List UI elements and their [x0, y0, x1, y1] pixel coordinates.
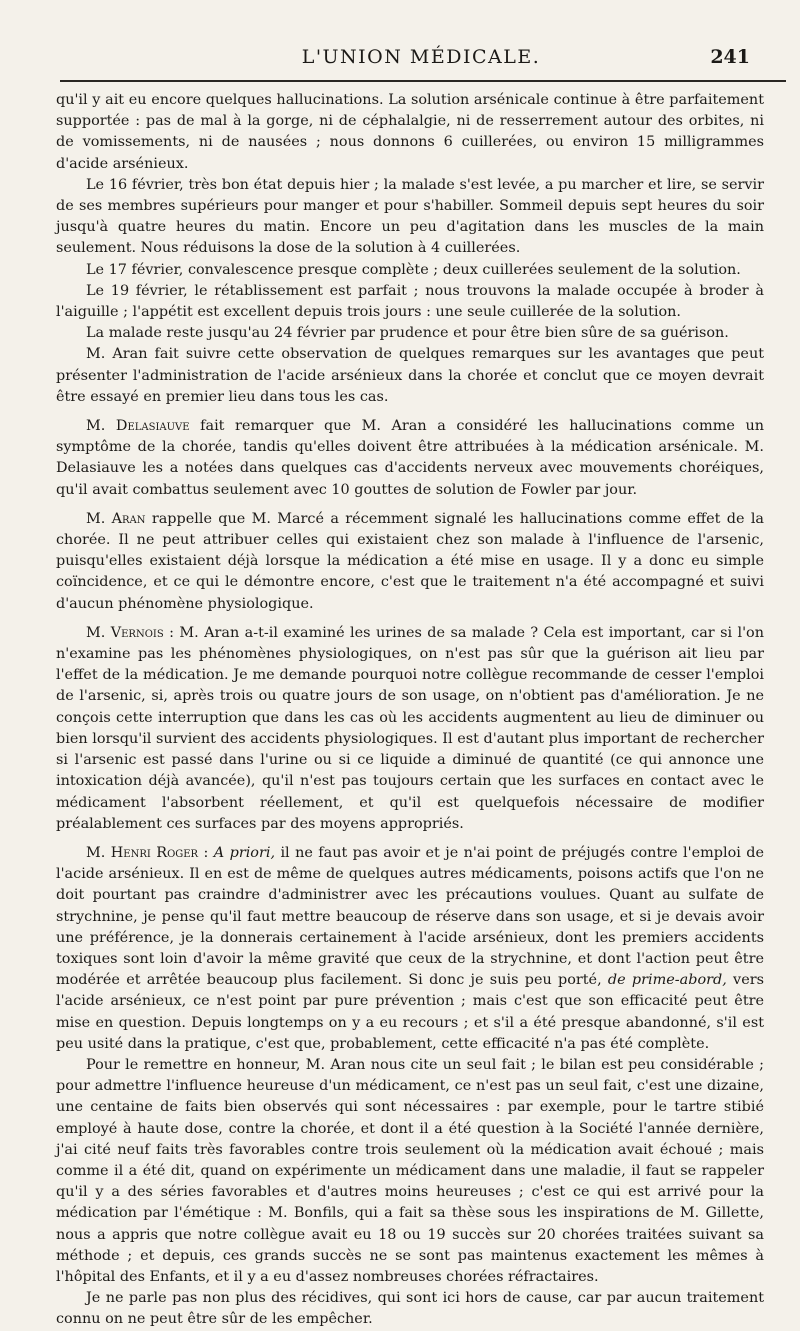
- paragraph-text: rappelle que M. Marcé a récemment signalé les hallucinations comme effet de la chorée. Il ne peut attribuer celles qui existaient chez son malade à l'influence de l'arsenic, puisqu'elles existaient déjà lorsque la médication a été mise en usage. Il y a donc eu simple coïncidence, et ce qui le démontre encore, c'est que le traitement n'a été accompagné et suivi d'aucun phénomène physiologique.: [56, 510, 764, 612]
- paragraph-text: : M. Aran a-t-il examiné les urines de sa malade ? Cela est important, car si l'on n'examine pas les phénomènes physiologiques, on n'est pas sûr que la guérison ait lieu par l'effet de la médication. Je me demande pourquoi notre collègue recommande de cesser l'emploi de l'arsenic, si, après trois ou quatre jours de son usage, on n'obtient pas d'amélioration. Je ne conçois cette interruption que dans les cas où les accidents augmentent au lieu de diminuer ou bien lorsqu'il survient des accidents physiologiques. Il est d'autant plus important de rechercher si l'arsenic est passé dans l'urine ou si ce liquide a diminué de quantité (ce qui annonce une intoxication déjà avancée), qu'il n'est pas toujours certain que les surfaces en contact avec le médicament l'absorbent réellement, et qu'il est quelquefois nécessaire de modifier préalablement ces surfaces par des moyens appropriés.: [56, 624, 764, 832]
- paragraph: Je ne parle pas non plus des récidives, qui sont ici hors de cause, car par aucun traitement connu on ne peut être sûr de les empêcher.: [56, 1290, 764, 1328]
- paragraph: [56, 623, 764, 835]
- paragraph: [56, 509, 764, 615]
- paragraph: Le 19 février, le rétablissement est parfait ; nous trouvons la malade occupée à broder à l'aiguille ; l'appétit est excellent depuis trois jours : une seule cuillerée de la solution.: [56, 282, 764, 321]
- page-number: 241: [710, 46, 750, 68]
- paragraph: La malade reste jusqu'au 24 février par prudence et pour être bien sûre de sa guérison.: [86, 325, 729, 342]
- journal-title: L'UNION MÉDICALE.: [301, 46, 541, 68]
- speaker-name: M. Henri Roger: [86, 844, 199, 861]
- paragraph: M. Aran fait suivre cette observation de quelques remarques sur les avantages que peut présenter l'administration de l'acide arsénieux dans la chorée et conclut que ce moyen devrait être essayé en premier lieu dans tous les cas.: [56, 346, 764, 405]
- speaker-name: M. Delasiauve: [86, 418, 190, 435]
- article-body: [56, 90, 764, 1331]
- paragraph: [56, 843, 764, 1055]
- paragraph-text: vers l'acide arsénieux, ce n'est point par pure prévention ; mais c'est que son efficacité peut être mise en question. Depuis longtemps on y a eu recours ; et s'il a été presque abandonné, s'il est peu usité dans la pratique, c'est que, probablement, cette efficacité n'a pas été complète.: [56, 972, 764, 1052]
- running-header: [80, 0, 762, 70]
- header-rule: [60, 80, 786, 82]
- paragraph: Le 17 février, convalescence presque complète ; deux cuillerées seulement de la solution.: [86, 261, 741, 278]
- paragraph: Pour le remettre en honneur, M. Aran nous cite un seul fait ; le bilan est peu considérable ; pour admettre l'influence heureuse d'un médicament, ce n'est pas un seul fait, c'est une dizaine, une centaine de faits bien observés qui sont nécessaires : par exemple, pour le tartre stibié employé à haute dose, contre la chorée, et dont il a été question à la Société l'année dernière, j'ai cité neuf faits très favorables contre trois seulement où la médication avait échoué ; mais comme il a été dit, quand on expérimente un médicament dans une maladie, il faut se rappeler qu'il y a des séries favorables et d'autres moins heureuses ; c'est ce qui est arrivé pour la médication par l'émétique : M. Bonfils, qui a fait sa thèse sous les inspirations de M. Gillette, nous a appris que notre collègue avait eu 18 ou 19 succès sur 20 chorées traitées suivant sa méthode ; et depuis, ces grands succès ne se sont pas maintenus exactement les mêmes à l'hôpital des Enfants, et il y a eu d'assez nombreuses chorées réfractaires.: [56, 1056, 764, 1285]
- paragraph: Le 16 février, très bon état depuis hier ; la malade s'est levée, a pu marcher et lire, se servir de ses membres supérieurs pour manger et pour s'habiller. Sommeil depuis sept heures du soir jusqu'à quatre heures du matin. Encore un peu d'agitation dans les muscles de la main seulement. Nous réduisons la dose de la solution à 4 cuillerées.: [56, 176, 764, 257]
- paragraph-text: il ne faut pas avoir et je n'ai point de préjugés contre l'emploi de l'acide arsénieux. Il en est de même de quelques autres médicaments, poisons actifs que l'on ne doit pourtant pas craindre d'administrer avec les précautions voulues. Quant au sulfate de strychnine, je pense qu'il faut mettre beaucoup de réserve dans son usage, et si je devais avoir une préférence, je la donnerais certainement à l'acide arsénieux, dont les premiers accidents toxiques sont loin d'avoir la même gravité que ceux de la strychnine, et dont l'action peut être modérée et arrêtée beaucoup plus facilement. Si donc je suis peu porté,: [56, 844, 765, 989]
- italic-phrase: A priori,: [213, 844, 276, 861]
- paragraph-text: fait remarquer que M. Aran a considéré les hallucinations comme un symptôme de la chorée, tandis qu'elles doivent être attribuées à la médication arsénicale. M. Delasiauve les a notées dans quelques cas d'accidents nerveux avec mouvements choréiques, qu'il avait combattus seulement avec 10 gouttes de solution de Fowler par jour.: [56, 418, 764, 498]
- paragraph: qu'il y ait eu encore quelques hallucinations. La solution arsénicale continue à être parfaitement supportée : pas de mal à la gorge, ni de céphalalgie, ni de resserrement autour des orbites, ni de vomissements, ni de nausées ; nous donnons 6 cuillerées, ou environ 15 milligrammes d'acide arsénieux.: [56, 92, 764, 172]
- italic-phrase: de prime-abord,: [607, 972, 727, 989]
- speaker-name: M. Aran: [86, 510, 146, 527]
- paragraph: [56, 416, 764, 501]
- speaker-name: M. Vernois: [86, 624, 164, 641]
- separator: :: [198, 844, 214, 861]
